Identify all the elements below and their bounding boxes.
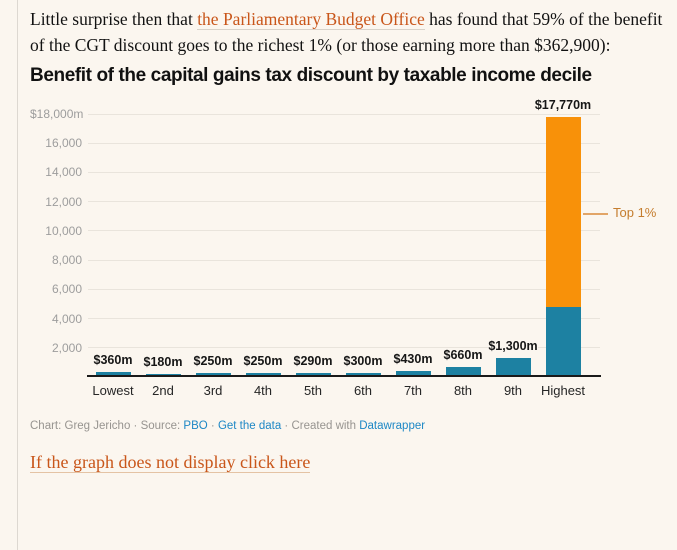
bar-segment — [546, 307, 581, 377]
x-axis-category-label: 4th — [253, 383, 273, 398]
article-content — [30, 0, 670, 474]
bar-value-label: $360m — [93, 352, 133, 367]
y-axis-tick-label: 12,000 — [45, 194, 82, 209]
x-axis-category-label: 7th — [403, 383, 423, 398]
grid-line — [88, 318, 600, 319]
bar-chart — [30, 99, 670, 406]
grid-line — [88, 114, 600, 115]
bar-value-label: $660m — [443, 348, 483, 363]
parliamentary-budget-office-link[interactable]: the Parliamentary Budget Office — [197, 9, 425, 29]
x-axis-category-label: 2nd — [152, 383, 174, 398]
graph-fallback-link[interactable]: If the graph does not display click here — [30, 452, 311, 472]
grid-line — [88, 289, 600, 290]
datawrapper-link[interactable]: Datawrapper — [359, 420, 426, 432]
y-axis-tick-label: 4,000 — [51, 311, 82, 326]
fallback-link-row — [30, 450, 670, 474]
intro-text-after-link: has found that 59% of the benefit of the CGT discount goes to the richest 1% (or those earning more than $362,900): — [30, 9, 663, 55]
y-axis-tick-label: 2,000 — [51, 340, 82, 355]
bar-value-label: $1,300m — [488, 339, 538, 353]
footer-text: · — [207, 420, 218, 432]
grid-line — [88, 143, 600, 144]
x-axis-category-label: 9th — [503, 383, 523, 398]
grid-line — [88, 201, 600, 202]
bar-value-label: $180m — [143, 355, 183, 370]
bar-value-label: $250m — [243, 354, 283, 369]
x-axis-category-label: Lowest — [92, 383, 134, 398]
bar-value-label: $430m — [393, 351, 433, 366]
x-axis-category-label: 6th — [353, 383, 373, 398]
bar-value-label: $290m — [293, 353, 333, 368]
bar-value-label: $17,770m — [534, 98, 592, 113]
intro-text-before-link: Little surprise then that — [30, 9, 198, 29]
x-axis-category-label: Highest — [540, 383, 586, 398]
source-pbo-link[interactable]: PBO — [183, 420, 208, 432]
page-left-rule — [17, 0, 18, 550]
y-axis-tick-label: 6,000 — [51, 282, 82, 297]
get-the-data-link[interactable]: Get the data — [217, 420, 282, 432]
y-axis-tick-label: 8,000 — [51, 253, 82, 268]
grid-line — [88, 172, 600, 173]
footer-text: · — [281, 420, 292, 432]
x-axis-category-label: 5th — [303, 383, 323, 398]
footer-text: Chart: Greg Jericho · Source: — [30, 420, 184, 432]
x-axis-category-label: 8th — [453, 383, 473, 398]
grid-line — [88, 230, 600, 231]
footer-text: Created with — [291, 420, 360, 432]
intro-paragraph — [30, 6, 664, 58]
y-axis-tick-label: 16,000 — [45, 136, 82, 151]
grid-line — [88, 260, 600, 261]
bar-value-label: $250m — [193, 354, 233, 369]
x-axis-line — [87, 375, 601, 377]
chart-title: Benefit of the capital gains tax discount by taxable income decile — [30, 65, 592, 86]
chart-footer — [30, 419, 670, 433]
top1pct-annotation-line — [583, 213, 608, 215]
y-axis-tick-label: $18,000m — [30, 107, 84, 121]
y-axis-tick-label: 10,000 — [45, 223, 82, 238]
bar-segment — [546, 117, 581, 307]
top1pct-annotation-label: Top 1% — [613, 205, 657, 220]
y-axis-tick-label: 14,000 — [45, 165, 82, 180]
bar-value-label: $300m — [343, 353, 383, 368]
x-axis-category-label: 3rd — [203, 383, 223, 398]
